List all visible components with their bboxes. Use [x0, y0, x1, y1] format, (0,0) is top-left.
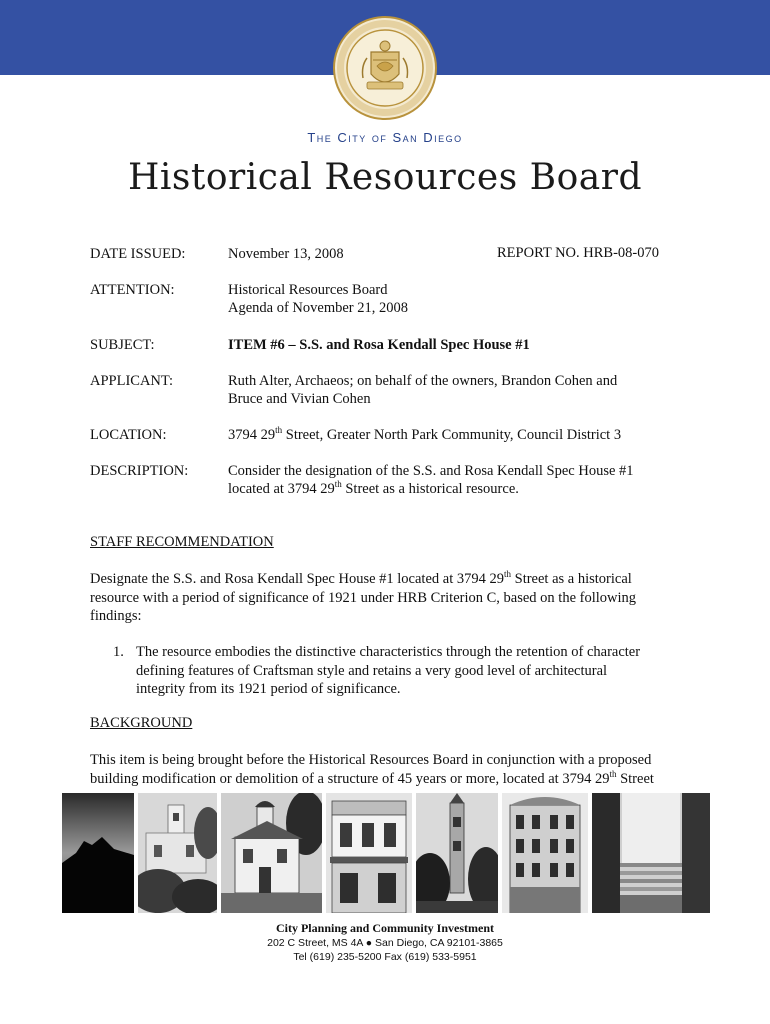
photo-memorial-steps	[592, 793, 710, 913]
photo-ornate-building	[502, 793, 588, 913]
background-line-2-start: building modification or demolition of a structure of 45 years or more, located at 3794 29	[90, 770, 610, 787]
staff-recommendation-heading: STAFF RECOMMENDATION	[90, 534, 274, 550]
location-suffix: th	[275, 425, 283, 435]
city-seal-icon	[333, 16, 437, 120]
applicant-label: APPLICANT:	[90, 373, 174, 389]
location-label: LOCATION:	[90, 427, 167, 443]
staff-line-1	[90, 570, 680, 589]
photo-tower	[416, 793, 498, 913]
description-line-2-start: located at 3794 29	[228, 481, 335, 497]
date-issued-value: November 13, 2008	[228, 246, 344, 262]
background-line-1: This item is being brought before the Historical Resources Board in conjunction with a proposed	[90, 752, 652, 768]
finding-line-2: defining features of Craftsman style and retains a very good level of architectural	[136, 662, 608, 679]
staff-paragraph	[90, 570, 680, 626]
city-name: The City of San Diego	[307, 130, 463, 145]
background-paragraph	[90, 751, 680, 788]
photo-mountain-silhouette	[62, 793, 134, 913]
photo-victorian-house	[221, 793, 322, 913]
background-line-2-suffix: th	[609, 768, 617, 779]
photo-storefront	[326, 793, 412, 913]
applicant-line-1: Ruth Alter, Archaeos; on behalf of the owners, Brandon Cohen and	[228, 373, 618, 389]
description-line-2-end: Street as a historical resource.	[341, 481, 519, 497]
finding-text	[136, 643, 676, 699]
description-line-1: Consider the designation of the S.S. and Rosa Kendall Spec House #1	[228, 463, 634, 479]
photo-mission-building	[138, 793, 217, 913]
staff-line-1-suffix: th	[503, 569, 511, 579]
finding-number: 1.	[113, 644, 124, 660]
background-line-2-end: Street	[616, 770, 654, 787]
footer-phone: Tel (619) 235-5200 Fax (619) 533-5951	[293, 951, 477, 963]
staff-line-2: resource with a period of significance of 1921 under HRB Criterion C, based on the following	[90, 589, 637, 606]
location-value	[228, 426, 678, 444]
report-number: REPORT NO. HRB-08-070	[497, 245, 659, 261]
description-label: DESCRIPTION:	[90, 463, 189, 479]
applicant-line-2: Bruce and Vivian Cohen	[228, 391, 371, 407]
background-heading: BACKGROUND	[90, 715, 193, 731]
date-issued-label: DATE ISSUED:	[90, 246, 186, 262]
staff-line-1-start: Designate the S.S. and Rosa Kendall Spec House #1 located at 3794 29	[90, 571, 504, 587]
description-suffix: th	[334, 479, 342, 489]
attention-line-1: Historical Resources Board	[228, 282, 388, 298]
subject-label: SUBJECT:	[90, 337, 155, 353]
footer-address: 202 C Street, MS 4A ● San Diego, CA 92101-3865	[267, 937, 503, 949]
location-rest: Street, Greater North Park Community, Council District 3	[282, 427, 622, 443]
staff-line-1-end: Street as a historical	[511, 571, 632, 587]
staff-line-3: findings:	[90, 608, 142, 624]
finding-line-1: The resource embodies the distinctive characteristics through the retention of character	[136, 644, 641, 660]
description-line-2	[228, 480, 678, 498]
background-line-2	[90, 770, 680, 789]
finding-line-3: integrity from its 1921 period of significance.	[136, 681, 401, 697]
attention-label: ATTENTION:	[90, 282, 175, 298]
attention-line-2: Agenda of November 21, 2008	[228, 300, 408, 316]
footer-department: City Planning and Community Investment	[275, 921, 495, 935]
location-number: 3794 29	[228, 427, 276, 443]
photo-strip	[62, 793, 710, 913]
board-title: Historical Resources Board	[127, 157, 642, 198]
subject-value: ITEM #6 – S.S. and Rosa Kendall Spec House #1	[228, 337, 530, 353]
